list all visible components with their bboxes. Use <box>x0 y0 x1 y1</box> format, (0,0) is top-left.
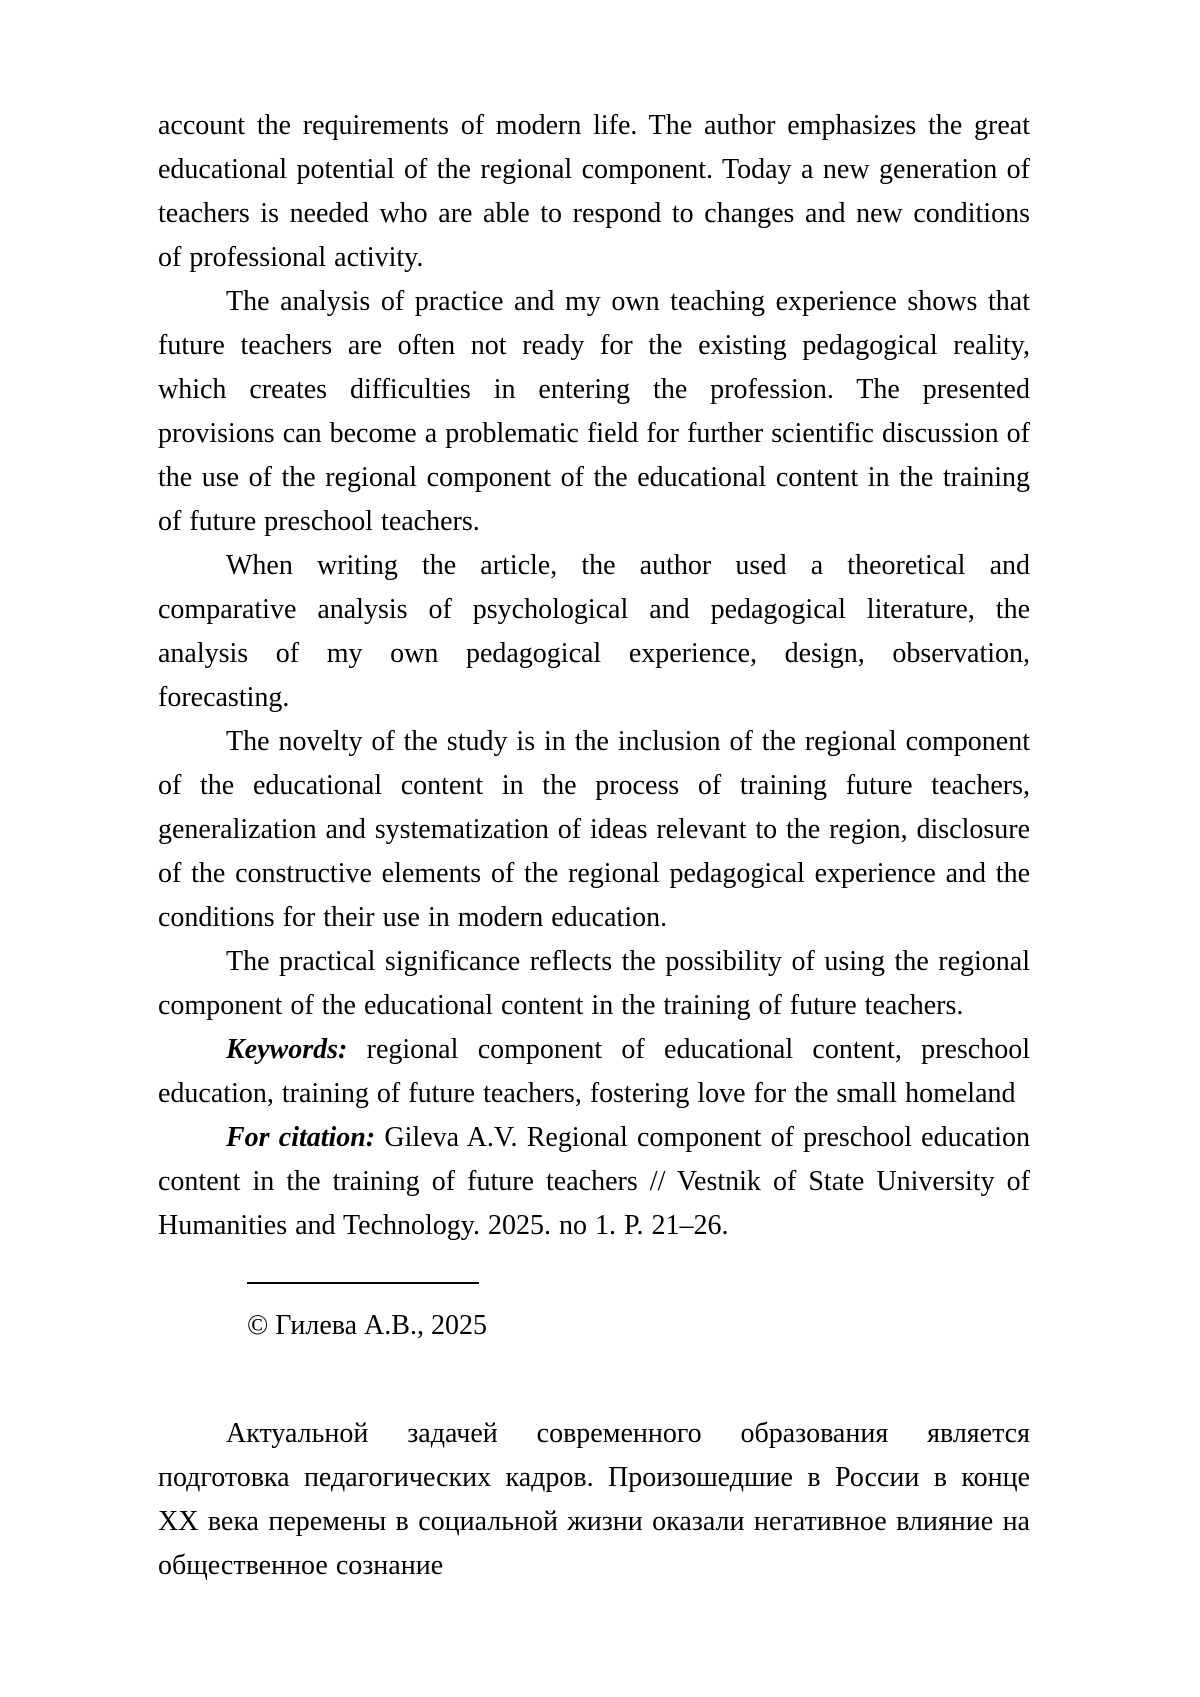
abstract-paragraph-methods: When writing the article, the author used a theoretical and comparative analysis of psychological and pedagogical literature, the analysis of my own pedagogical experience, design, observation, forecasting. <box>158 550 1030 713</box>
abstract-paragraph-continuation: account the requirements of modern life. The author emphasizes the great educational potential of the regional component. Today a new generation of teachers is needed who are able to respond to changes and new conditions of professional activity. <box>158 110 1030 273</box>
article-body-start <box>158 1412 1030 1588</box>
abstract-paragraph-significance: The practical significance reflects the possibility of using the regional component of the educational content in the training of future teachers. <box>158 946 1030 1021</box>
abstract-paragraph-analysis: The analysis of practice and my own teaching experience shows that future teachers are often not ready for the existing pedagogical reality, which creates difficulties in entering the profession. The presented provisions can become a problematic field for further scientific discussion of the use of the regional component of the educational content in the training of future preschool teachers. <box>158 286 1030 537</box>
footnote-divider-line <box>247 1282 479 1284</box>
abstract-paragraph-novelty: The novelty of the study is in the inclusion of the regional component of the educational content in the process of training future teachers, generalization and systematization of ideas relevant to the region, disclosure of the constructive elements of the regional pedagogical experience and the conditions for their use in modern education. <box>158 726 1030 933</box>
russian-paragraph: Актуальной задачей современного образования является подготовка педагогических кадров. Произошедшие в России в конце XX века перемены в социальной жизни оказали негативное влияние на общественное сознание <box>158 1418 1030 1581</box>
citation-label: For citation: <box>226 1122 376 1153</box>
citation-text: Gileva A.V. Regional component of preschool education content in the training of future teachers // Vestnik of State University of Humanities and Technology. 2025. no 1. P. 21–26. <box>158 1122 1031 1241</box>
citation-paragraph <box>158 1116 1030 1248</box>
keywords-paragraph <box>158 1028 1030 1116</box>
keywords-label: Keywords: <box>226 1034 348 1065</box>
keywords-text: regional component of educational content, preschool education, training of future teachers, fostering love for the small homeland <box>158 1034 1030 1109</box>
copyright-block <box>158 1282 1030 1348</box>
copyright-text: © Гилева А.В., 2025 <box>247 1310 487 1341</box>
